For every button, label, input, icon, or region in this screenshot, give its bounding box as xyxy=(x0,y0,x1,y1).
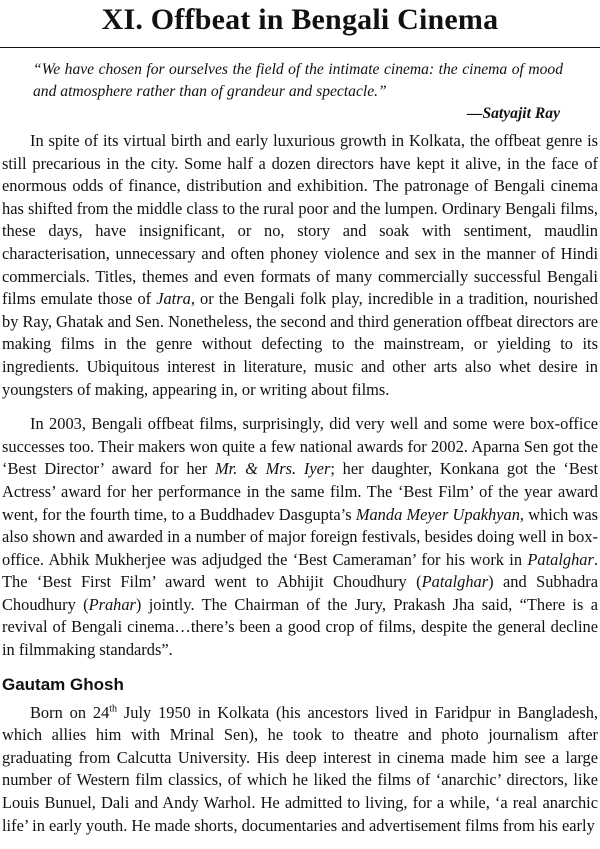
ordinal-suffix: th xyxy=(109,703,118,715)
section-heading: Gautam Ghosh xyxy=(2,674,124,694)
epigraph-text: “We have chosen for ourselves the field of the intimate cinema: the cinema of mood and atmosphere rather than of grandeur and spectacle.” xyxy=(33,61,563,100)
p2-part-a: In 2003, Bengali offbeat films, surprisingly, did very well and some were box-office successes too. Their makers won quite a few national awards for 2002. Aparna Sen got the ‘Best Director’ award for her xyxy=(2,414,598,479)
p2-part-b: ; her daughter, Konkana got the ‘Best Actress’ award for her performance in the same film. The ‘Best Film’ of the year award went, for the fourth time, to a Buddhadev Dasgupta’s xyxy=(2,459,598,524)
chapter-title: XI. Offbeat in Bengali Cinema xyxy=(101,3,499,36)
paragraph-2 xyxy=(2,413,598,662)
film-title-patalghar-2: Patalghar xyxy=(421,572,489,592)
paragraph-1 xyxy=(2,130,598,401)
p2-part-d: . The ‘Best First Film’ award went to Abhijit Choudhury ( xyxy=(2,549,598,592)
paragraph-3 xyxy=(2,702,598,838)
italic-term-jatra: Jatra xyxy=(156,289,191,309)
film-title-patalghar: Patalghar xyxy=(527,549,594,569)
p2-part-e: ) and Subhadra Choudhury ( xyxy=(2,572,598,614)
epigraph xyxy=(33,59,563,125)
paragraph-1-text: In spite of its virtual birth and early luxurious growth in Kolkata, the offbeat genre is still precarious in the city. Some half a dozen directors have kept it alive, in the face of enormous odds of finance, distribution and exhibition. The patronage of Bengali cinema has shifted from the middle class to the rural poor and the lumpen. Ordinary Bengali films, these days, have insignificant, or no, story and soak with sentiment, maudlin characterisation, unnecessary and often phoney violence and sex in the manner of Hindi commercials. Titles, themes and even formats of many commercially successful Bengali films emulate those of xyxy=(2,131,598,309)
p2-part-c: , which was also shown and awarded in a number of major foreign festivals, besides doing well in box-office. Abhik Mukherjee was adjudged the ‘Best Cameraman’ for his work in xyxy=(2,504,598,569)
body-text xyxy=(2,130,598,849)
title-rule xyxy=(0,47,600,48)
paragraph-1-text-cont: , or the Bengali folk play, incredible in a tradition, nourished by Ray, Ghatak and Sen. Nonetheless, the second and third generation offbeat directors are making films in the genre without defecting to the mainstream, or yielding to its ingredients. Ubiquitous interest in literature, music and other arts also whet desire in youngsters of making, appearing in, or writing about films. xyxy=(2,289,598,399)
p3-part-a: Born on 24 xyxy=(30,702,110,722)
film-title-manda-meyer-upakhyan: Manda Meyer Upakhyan xyxy=(355,504,520,524)
p3-part-b: July 1950 in Kolkata (his ancestors lived in Faridpur in Bangladesh, which allies him with Mrinal Sen), he took to theatre and photo journalism after graduating from Calcutta University. His deep interest in cinema made him see a large number of Western film classics, of which he liked the films of ‘anarchic’ directors, like Louis Bunuel, Dali and Andy Warhol. He admitted to living, for a while, ‘a real anarchic life’ in early youth. He made shorts, documentaries and advertisement films from his early xyxy=(2,702,598,835)
film-title-mr-mrs-iyer: Mr. & Mrs. Iyer xyxy=(215,459,331,479)
epigraph-author: —Satyajit Ray xyxy=(466,105,560,122)
film-title-prahar: Prahar xyxy=(88,594,136,614)
p2-part-f: ) jointly. The Chairman of the Jury, Prakash Jha said, “There is a revival of Bengali cinema…there’s been a good crop of films, despite the general decline in filmmaking standards”. xyxy=(2,594,598,660)
